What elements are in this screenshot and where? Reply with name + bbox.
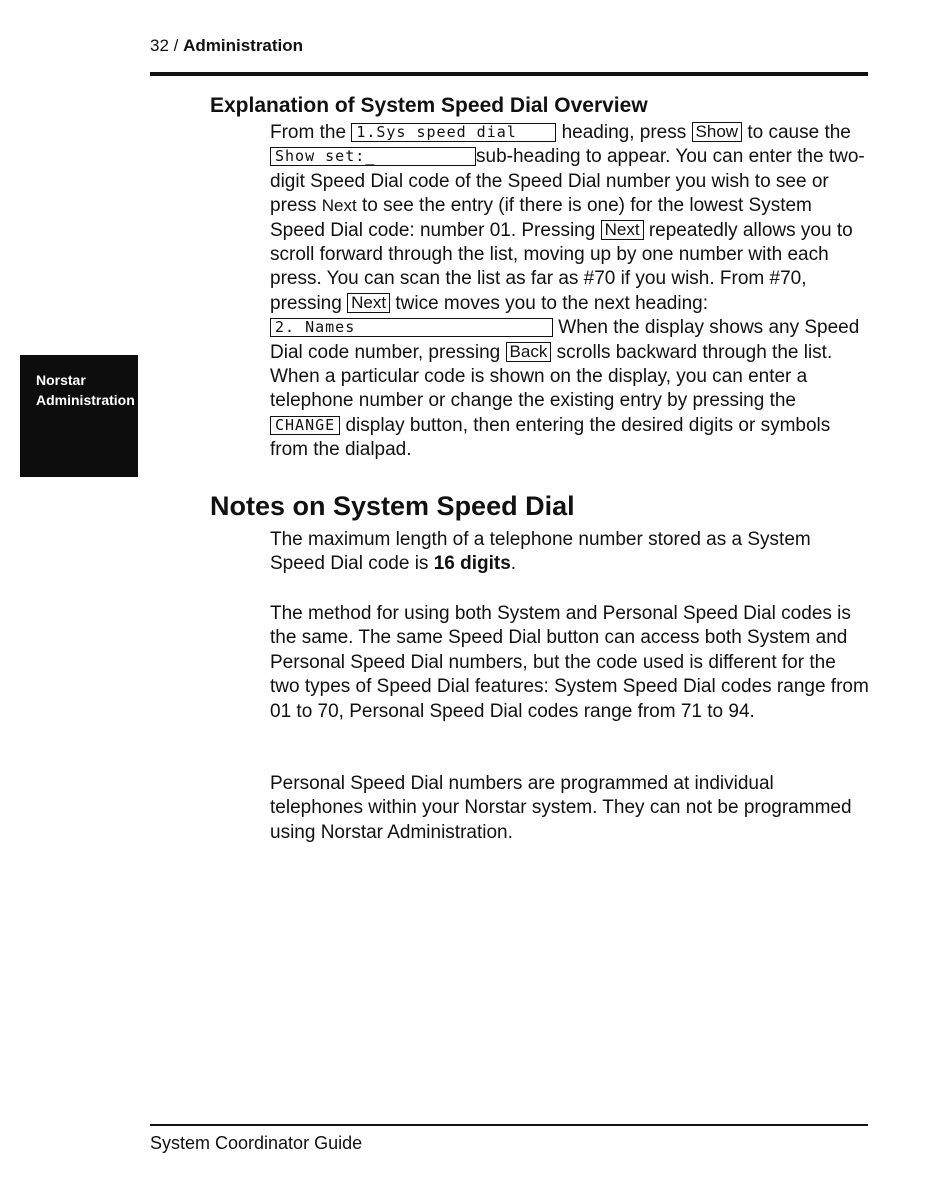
notes-paragraph-1 xyxy=(270,528,870,577)
show-key: Show xyxy=(692,122,743,142)
page-footer: System Coordinator Guide xyxy=(150,1133,363,1153)
next-key: Next xyxy=(601,220,644,240)
section-name: Administration xyxy=(183,36,304,55)
display-show-set: Show set:_ xyxy=(270,147,476,166)
text-run: heading, press xyxy=(561,122,687,143)
notes-paragraph-2: The method for using both System and Personal Speed Dial codes is the same. The same Speed Dial button can access both System and Personal Speed Dial numbers, but the code used is different for the two types of Speed Dial features: System Speed Dial codes range from 01 to 70, Personal Speed Dial codes range from 71 to 94. xyxy=(270,603,869,722)
explanation-paragraph xyxy=(270,121,870,463)
text-run: scrolls backward through the list. When a particular code is shown on the display, you can enter a telephone number or change the existing entry by pressing the xyxy=(270,341,833,412)
text-run: The maximum length of a telephone number stored as a System Speed Dial code is xyxy=(270,529,811,575)
header-rule xyxy=(150,72,868,76)
text-run: to cause the xyxy=(747,122,851,143)
explanation-heading: Explanation of System Speed Dial Overview xyxy=(210,94,648,117)
footer-rule xyxy=(150,1124,868,1126)
text-run: display button, then entering the desired digits or symbols from the dialpad. xyxy=(270,414,831,461)
display-names: 2. Names xyxy=(270,318,553,337)
text-run: repeatedly allows you to scroll forward through the list, moving up by one number with each press. You can scan the list as far as #70 if you wish. From #70, pressing xyxy=(270,219,853,314)
next-label: Next xyxy=(321,196,357,216)
text-run: From the xyxy=(270,122,347,143)
text-run: . xyxy=(510,553,517,575)
notes-heading: Notes on System Speed Dial xyxy=(210,491,575,521)
change-display-button: CHANGE xyxy=(270,416,340,435)
text-run: to see the entry (if there is one) for the lowest System Speed Dial code: number 01. Pressing xyxy=(270,195,812,241)
bold-text: 16 digits xyxy=(433,553,511,575)
text-run: twice moves you to the next heading: xyxy=(395,292,708,314)
side-tab xyxy=(20,355,138,477)
text-run: When the display shows any Speed Dial code number, pressing xyxy=(270,317,860,363)
notes-paragraph-3: Personal Speed Dial numbers are programmed at individual telephones within your Norstar system. They can not be programmed using Norstar Administration. xyxy=(270,773,852,843)
back-key: Back xyxy=(506,342,552,362)
side-tab-line1: Norstar xyxy=(36,372,86,388)
text-run: sub-heading to appear. You can enter the two-digit Speed Dial code of the Speed Dial number you wish to see or press xyxy=(270,146,865,217)
next-key: Next xyxy=(347,293,390,313)
side-tab-line2: Administration xyxy=(36,392,135,408)
page-header xyxy=(150,36,303,56)
page-number: 32 / xyxy=(150,36,179,55)
display-sys-speed-dial: 1.Sys speed dial xyxy=(351,123,556,142)
